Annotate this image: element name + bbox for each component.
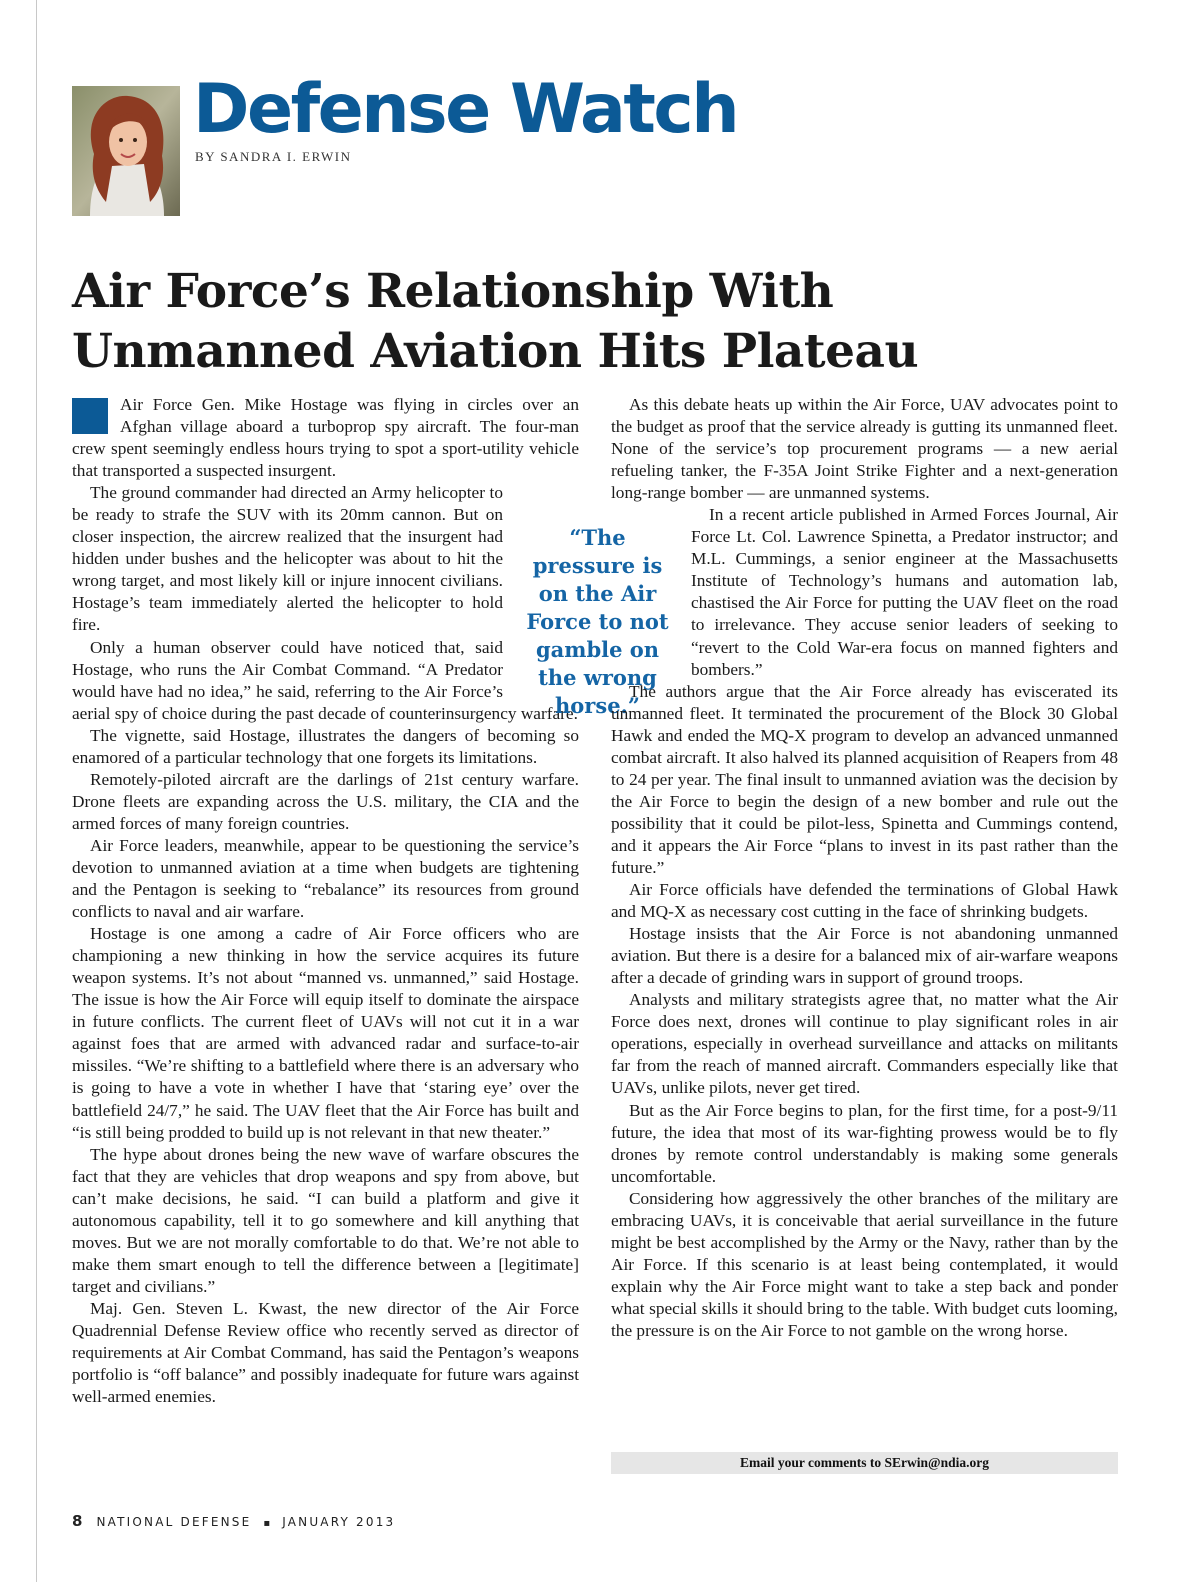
paragraph: The ground commander had directed an Army helicopter to be ready to strafe the SUV with its 20mm cannon. But on closer inspection, the aircrew realized that the insurgent had hidden under bushes and the helicopter was about to hit the wrong target, and most likely kill or injure innocent civilians. Hostage’s team immediately alerted the helicopter to hold fire. [72,483,503,635]
paragraph: Air Force Gen. Mike Hostage was flying in circles over an Afghan village aboard a turboprop spy aircraft. The four-man crew spent seemingly endless hours trying to spot a sport-utility vehicle that transported a suspected insurgent. [72,395,579,481]
issue-date: JANUARY 2013 [282,1515,396,1529]
article-column-right [611,394,1118,1342]
article-column-left [72,394,579,1408]
paragraph: Maj. Gen. Steven L. Kwast, the new director of the Air Force Quadrennial Defense Review office who recently served as director of requirements at Air Combat Command, has said the Pentagon’s weapons portfolio is “off balance” and possibly inadequate for future wars against well-armed enemies. [72,1298,579,1407]
author-photo [72,86,180,216]
paragraph: Air Force officials have defended the terminations of Global Hawk and MQ-X as necessary cost cutting in the face of shrinking budgets. [611,880,1118,922]
column-title: Defense Watch [193,70,738,149]
pullquote-spacer [611,504,691,680]
page-margin-rule [36,0,37,1582]
paragraph: But as the Air Force begins to plan, for the first time, for a post-9/11 future, the idea that most of its war-fighting prowess would be to fly drones by remote control understandably is making some generals uncomfortable. [611,1100,1118,1186]
headline-line-1: Air Force’s Relationship With [72,264,834,319]
footer-separator: ▪ [263,1518,271,1529]
paragraph: Analysts and military strategists agree that, no matter what the Air Force does next, drones will continue to play significant roles in air operations, especially in overhead surveillance and attacks on militants far from the reach of manned aircraft. Commanders especially like that UAVs, unlike pilots, never get tired. [611,990,1118,1098]
email-address-link[interactable]: SErwin@ndia.org [884,1455,989,1470]
paragraph: Air Force leaders, meanwhile, appear to be questioning the service’s devotion to unmanned aviation at a time when budgets are tightening and the Pentagon is seeking to “rebalance” its resources from ground conflicts to naval and air warfare. [72,835,579,922]
paragraph: Only a human observer could have noticed that, said Hostage, who runs the Air Combat Command. “A Predator would have had no idea,” he said, referring to the Air Force’s aerial spy of choice during the past decade of counterinsurgency warfare. [72,637,578,723]
paragraph: In a recent article published in Armed Forces Journal, Air Force Lt. Col. Lawrence Spinetta, a Predator instructor; and M.L. Cummings, a senior engineer at the Massachusetts Institute of Technology’s humans and automation lab, chastised the Air Force for putting the UAV fleet on the road to irrelevance. They accuse senior leaders of seeking to “revert to the Cold War-era focus on manned fighters and bombers.” [691,505,1118,679]
email-prefix: Email your comments to [740,1455,882,1470]
paragraph: Considering how aggressively the other branches of the military are embracing UAVs, it is conceivable that aerial surveillance in the future might be best accomplished by the Army or the Navy, rather than by the Air Force. If this scenario is at least being contemplated, it would explain why the Air Force might want to take a step back and ponder what special skills it should bring to the table. With budget cuts looming, the pressure is on the Air Force to not gamble on the wrong horse. [611,1188,1118,1340]
headline-line-2: Unmanned Aviation Hits Plateau [72,324,919,379]
drop-cap-square-icon [72,398,108,434]
byline: BY SANDRA I. ERWIN [195,149,352,164]
page-footer [72,1512,395,1530]
headline [72,262,1132,382]
publication-name: NATIONAL DEFENSE [96,1515,252,1529]
paragraph: Hostage insists that the Air Force is not abandoning unmanned aviation. But there is a desire for a balanced mix of air-warfare weapons after a decade of grinding wars in support of ground troops. [611,924,1118,988]
paragraph: Remotely-piloted aircraft are the darlings of 21st century warfare. Drone fleets are expanding across the U.S. military, the CIA and the armed forces of many foreign countries. [72,769,579,833]
paragraph: Hostage is one among a cadre of Air Force officers who are championing a new thinking in how the service acquires its future weapon systems. It’s not about “manned vs. unmanned,” said Hostage. The issue is how the Air Force will equip itself to dominate the airspace in future conflicts. The current fleet of UAVs will not cut it in a war against foes that are armed with advanced radar and surface-to-air missiles. “We’re shifting to a battlefield where there is an adversary who is going to have a vote in whether I have that ‘staring eye’ over the battlefield 24/7,” he said. The UAV fleet that the Air Force has built and “is still being prodded to build up is not relevant in that new theater.” [72,924,579,1142]
paragraph: The vignette, said Hostage, illustrates the dangers of becoming so enamored of a particular technology that one forgets its limitations. [72,725,579,767]
paragraph: The hype about drones being the new wave of warfare obscures the fact that they are vehicles that drop weapons and spy from above, but can’t make decisions, he said. “I can build a platform and give it autonomous capability, tell it to go somewhere and kill anything that moves. But we are not morally comfortable to do that. We’re not able to make them smart enough to tell the difference between a [legitimate] target and civilians.” [72,1144,579,1296]
email-comments-bar [611,1452,1118,1474]
paragraph: The authors argue that the Air Force already has eviscerated its unmanned fleet. It terminated the procurement of the Block 30 Global Hawk and ended the MQ-X program to develop an advanced unmanned combat aircraft. It also halved its planned acquisition of Reapers from 48 to 24 per year. The final insult to unmanned aviation was the decision by the Air Force to begin the design of a new bomber and rule out the possibility that it could be pilot-less, Spinetta and Cummings contend, and it appears the Air Force “plans to invest in its past rather than the future.” [611,681,1118,877]
page-number: 8 [72,1512,83,1530]
pullquote: “The pressure is on the Air Force to not gamble on the wrong horse.” [526,525,669,718]
paragraph: As this debate heats up within the Air Force, UAV advocates point to the budget as proof that the service already is gutting its unmanned fleet. None of the service’s top procurement programs — a new aerial refueling tanker, the F-35A Joint Strike Fighter and a next-generation long-range bomber — are unmanned systems. [611,395,1118,503]
